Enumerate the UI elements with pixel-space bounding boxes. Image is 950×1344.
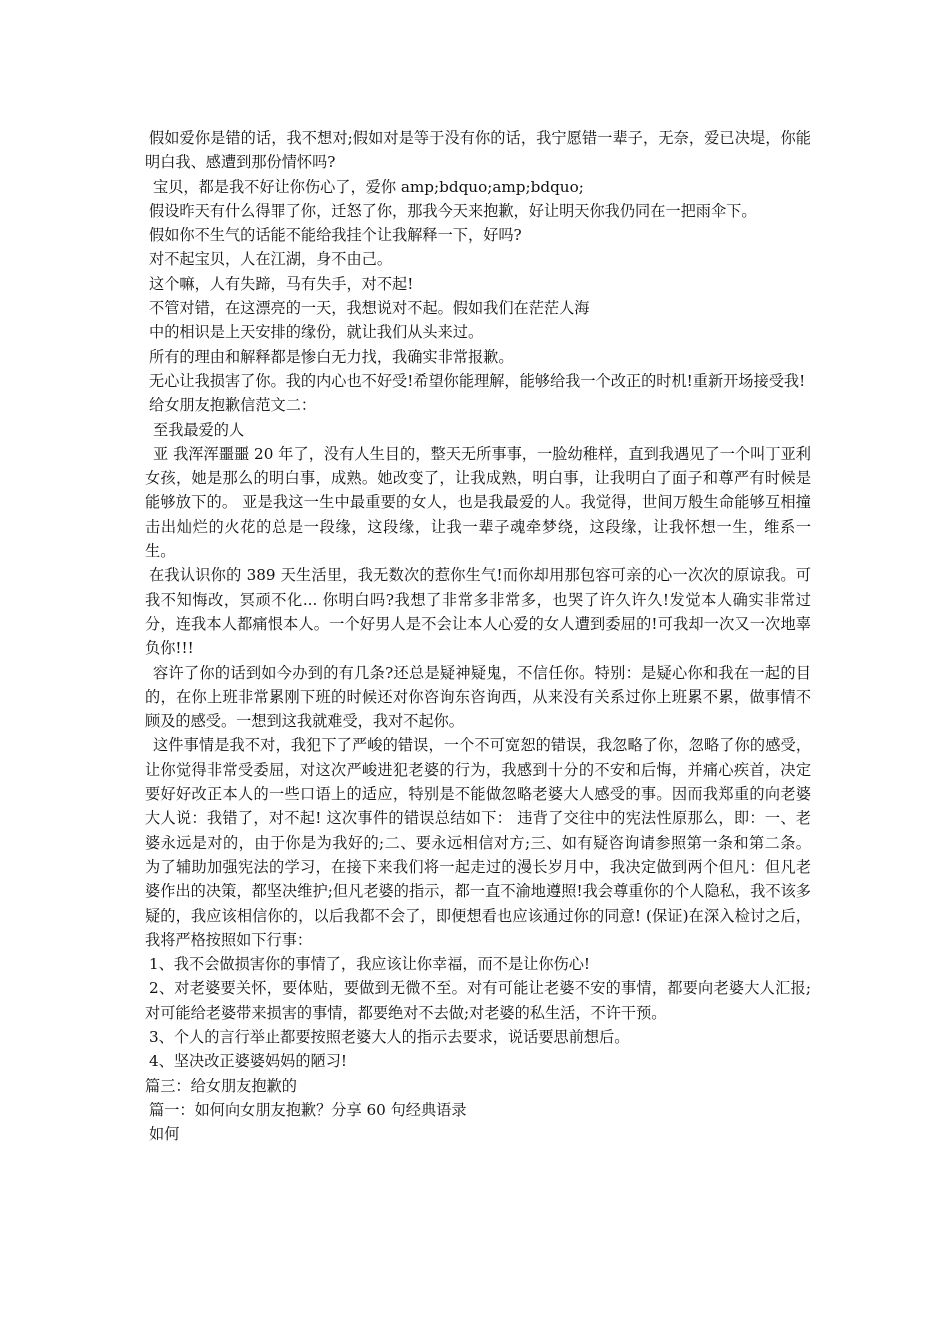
paragraph: 容许了你的话到如今办到的有几条?还总是疑神疑鬼，不信任你。特别：是疑心你和我在一起的目的，在你上班非常累刚下班的时候还对你咨询东咨询西，从来没有关系过你上班累不累，做事情不顾及的感受。一想到这我就难受，我对不起你。 [145, 663, 811, 731]
paragraph: 假如爱你是错的话，我不想对;假如对是等于没有你的话，我宁愿错一辈子，无奈，爱已决堤，你能明白我、感遭到那份情怀吗? [145, 129, 811, 172]
paragraph: 这个嘛，人有失蹄，马有失手，对不起! [149, 274, 414, 293]
list-item: 1、我不会做损害你的事情了，我应该让你幸福，而不是让你伤心! [149, 955, 591, 974]
paragraph: 不管对错，在这漂亮的一天，我想说对不起。假如我们在茫茫人海 [149, 299, 590, 318]
paragraph: 如何 [149, 1125, 180, 1144]
list-item: 3、个人的言行举止都要按照老婆大人的指示去要求，说话要思前想后。 [149, 1027, 630, 1046]
paragraph: 假设昨天有什么得罪了你，迁怒了你，那我今天来抱歉，好让明天你我仍同在一把雨伞下。 [149, 201, 757, 220]
paragraph: 这件事情是我不对，我犯下了严峻的错误，一个不可宽恕的错误，我忽略了你，忽略了你的感受，让你觉得非常受委屈，对这次严峻进犯老婆的行为，我感到十分的不安和后悔，并痛心疾首，决定要好好改正本人的一些口语上的适应，特别是不能做忽略老婆大人感受的事。因而我郑重的向老婆大人说：我错了，对不起! 这次事件的错误总结如下： 违背了交往中的宪法性原那么，即：一、老婆永远是对的，由于你是为我好的;二、要永远相信对方;三、如有疑咨询请参照第一条和第二条。 为了辅助加强宪法的学习，在接下来我们将一起走过的漫长岁月中，我决定做到两个但凡：但凡老婆作出的决策，都坚决维护;但凡老婆的指示，都一直不渝地遵照!我会尊重你的个人隐私，我不该多疑的，我应该相信你的，以后我都不会了，即便想看也应该通过你的同意! (保证)在深入检讨之后，我将严格按照如下行事： [145, 736, 811, 949]
document-body [145, 126, 811, 1146]
paragraph: 假如你不生气的话能不能给我挂个让我解释一下，好吗? [149, 226, 522, 245]
paragraph: 对不起宝贝，人在江湖，身不由己。 [149, 250, 392, 269]
paragraph: 中的相识是上天安排的缘份，就让我们从头来过。 [149, 323, 484, 342]
paragraph: 宝贝，都是我不好让你伤心了，爱你 amp;bdquo;amp;bdquo; [153, 177, 584, 196]
letter-salutation: 至我最爱的人 [153, 420, 245, 439]
section-heading: 篇一：如何向女朋友抱歉？分享 60 句经典语录 [149, 1100, 467, 1119]
paragraph: 所有的理由和解释都是惨白无力找，我确实非常报歉。 [149, 347, 514, 366]
paragraph: 在我认识你的 389 天生活里，我无数次的惹你生气!而你却用那包容可亲的心一次次的原谅我。可我不知悔改，冥顽不化... 你明白吗?我想了非常多非常多，也哭了许久许久!发觉本人确实非常过分，连我本人都痛恨本人。一个好男人是不会让本人心爱的女人遭到委屈的!可我却一次又一次地辜负你!!! [145, 566, 811, 658]
section-heading: 给女朋友抱歉信范文二： [149, 396, 317, 415]
paragraph: 亚 我浑浑噩噩 20 年了，没有人生目的，整天无所事事，一脸幼稚样，直到我遇见了一个叫丁亚利女孩，她是那么的明白事，成熟。她改变了，让我成熟，明白事，让我明白了面子和尊严有时候是能够放下的。 亚是我这一生中最重要的女人，也是我最爱的人。我觉得，世间万般生命能够互相撞击出灿烂的火花的总是一段缘，这段缘，让我一辈子魂牵梦绕，这段缘，让我怀想一生，维系一生。 [145, 444, 811, 561]
section-heading: 篇三：给女朋友抱歉的 [145, 1076, 297, 1095]
list-item: 2、对老婆要关怀，要体贴，要做到无微不至。对有可能让老婆不安的事情，都要向老婆大人汇报;对可能给老婆带来损害的事情，都要绝对不去做;对老婆的私生活，不许干预。 [145, 979, 811, 1022]
paragraph: 无心让我损害了你。我的内心也不好受!希望你能理解，能够给我一个改正的时机!重新开场接受我! [149, 371, 806, 390]
list-item: 4、坚决改正婆婆妈妈的陋习! [149, 1052, 348, 1071]
